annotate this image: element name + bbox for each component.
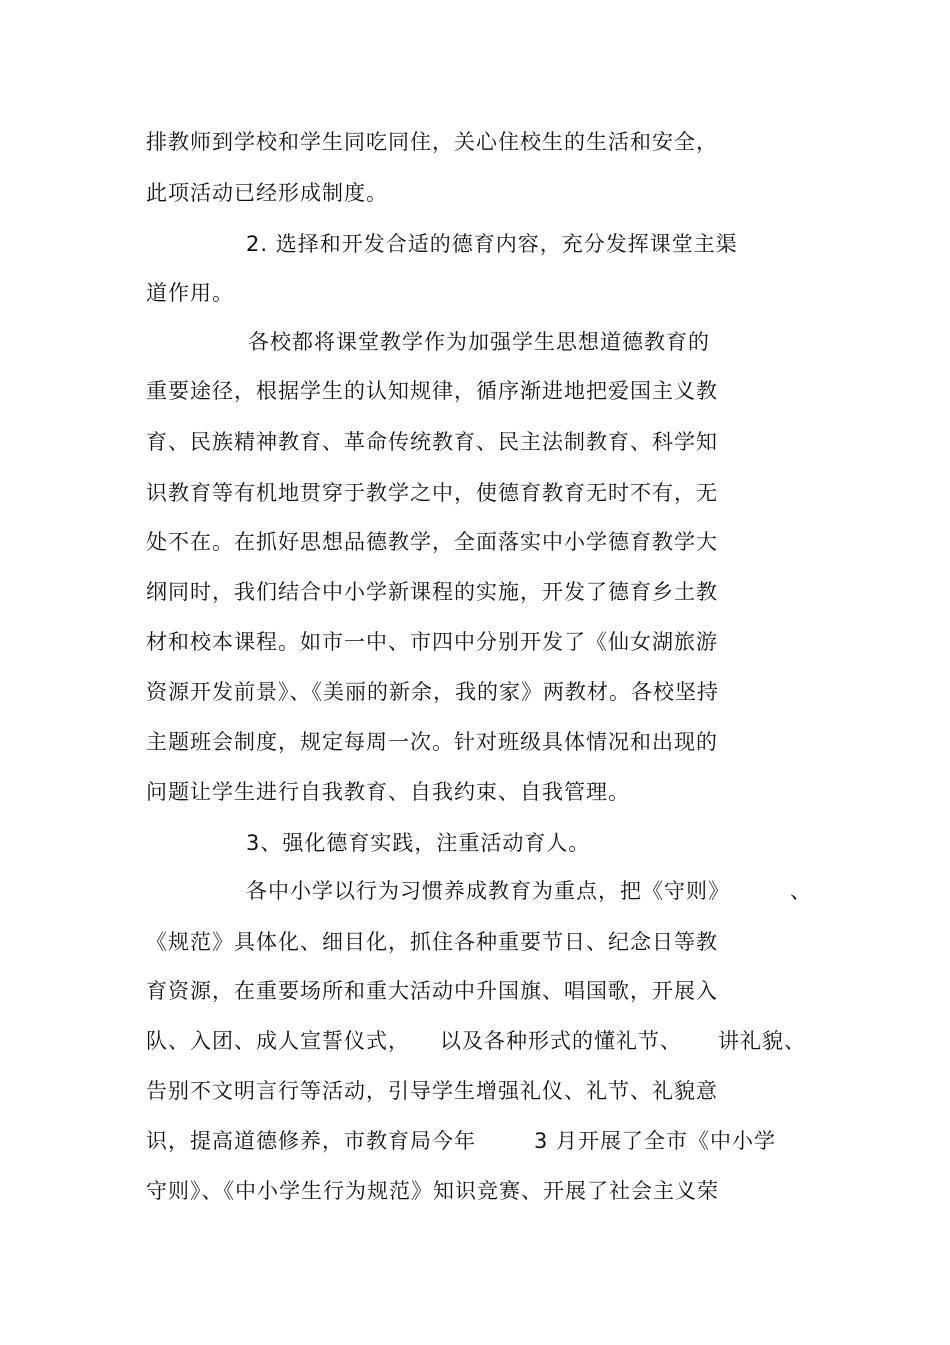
paragraph-first-line: 各中小学以行为习惯养成教育为重点，把《守则》 — [246, 879, 730, 903]
text-line: 育资源，在重要场所和重大活动中升国旗、唱国歌，开展入 — [146, 979, 718, 1003]
text-fragment: 队、入团、成人宣誓仪式， — [146, 1029, 410, 1053]
text-fragment: 以及各种形式的懂礼节、 — [440, 1029, 682, 1053]
text-line: 道作用。 — [146, 281, 234, 305]
text-line: 重要途径，根据学生的认知规律，循序渐进地把爱国主义教 — [146, 379, 718, 403]
text-line: 《规范》具体化、细目化，抓住各种重要节日、纪念日等教 — [146, 930, 718, 954]
text-line: 纲同时，我们结合中小学新课程的实施，开发了德育乡土教 — [146, 580, 718, 604]
text-line: 守则》、《中小学生行为规范》知识竞赛、开展了社会主义荣 — [146, 1179, 719, 1203]
text-line: 排教师到学校和学生同吃同住，关心住校生的生活和安全， — [146, 130, 718, 154]
text-line: 告别不文明言行等活动，引导学生增强礼仪、礼节、礼貌意 — [146, 1079, 718, 1103]
text-fragment: 、 — [790, 879, 812, 903]
text-line: 处不在。在抓好思想品德教学，全面落实中小学德育教学大 — [146, 530, 718, 554]
text-fragment: 识，提高道德修养，市教育局今年 — [146, 1129, 476, 1153]
text-line: 材和校本课程。如市一中、市四中分别开发了《仙女湖旅游 — [146, 630, 718, 654]
paragraph-first-line: 各校都将课堂教学作为加强学生思想道德教育的 — [248, 330, 710, 354]
section-heading: 2. 选择和开发合适的德育内容，充分发挥课堂主渠 — [246, 232, 738, 256]
text-line: 识教育等有机地贯穿于教学之中，使德育教育无时不有，无 — [146, 481, 718, 505]
text-line: 资源开发前景》、《美丽的新余，我的家》两教材。各校坚持 — [146, 680, 719, 704]
text-fragment: 讲礼貌、 — [718, 1029, 806, 1053]
text-fragment: 3 月开展了全市《中小学 — [534, 1129, 777, 1153]
text-line: 主题班会制度，规定每周一次。针对班级具体情况和出现的 — [146, 730, 718, 754]
text-line: 问题让学生进行自我教育、自我约束、自我管理。 — [146, 780, 630, 804]
text-line: 育、民族精神教育、革命传统教育、民主法制教育、科学知 — [146, 430, 718, 454]
text-line: 此项活动已经形成制度。 — [146, 181, 388, 205]
section-heading: 3、强化德育实践，注重活动育人。 — [246, 831, 591, 855]
